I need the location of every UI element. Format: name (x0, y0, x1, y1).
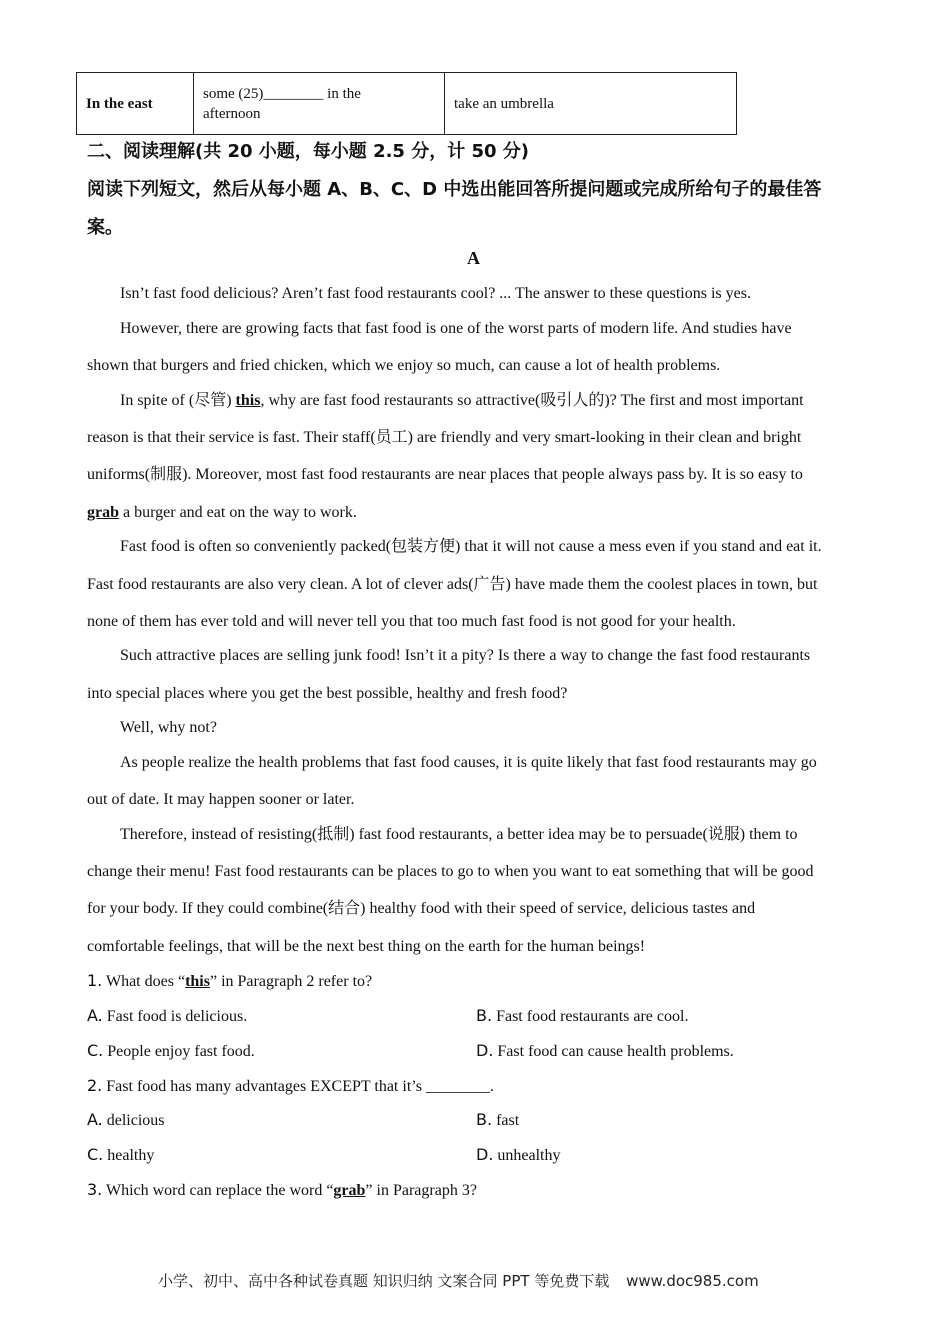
passage-line: As people realize the health problems that fast food causes, it is quite likely that fast food restaurants may go (120, 754, 817, 771)
passage-line: for your body. If they could combine(结合) healthy food with their speed of service, delicious tastes and (87, 900, 756, 917)
table-cell-advice: take an umbrella (445, 73, 737, 135)
option-b[interactable] (476, 1006, 950, 1027)
option-text: Fast food can cause health problems. (493, 1043, 734, 1060)
page-footer (158, 1270, 759, 1291)
passage-line (120, 391, 896, 411)
passage-text: , why are fast food restaurants so attractive(吸引人的)? The first and most important (260, 392, 804, 409)
passage-line: uniforms(制服). Moreover, most fast food restaurants are near places that people always pass by. It is so easy to (87, 466, 803, 483)
keyword-grab: grab (333, 1182, 366, 1199)
passage-line: Therefore, instead of resisting(抵制) fast food restaurants, a better idea may be to persuade(说服) them to (120, 826, 798, 843)
option-letter: A. (87, 1110, 103, 1129)
option-text: fast (492, 1112, 520, 1129)
question-number: 3. (87, 1180, 103, 1199)
keyword-this: this (185, 973, 210, 990)
passage-line: Fast food restaurants are also very clean. A lot of clever ads(广告) have made them the coolest places in town, but (87, 576, 818, 593)
question-text: ” in Paragraph 2 refer to? (209, 973, 373, 990)
question-stem (87, 1076, 863, 1097)
question-stem (87, 1180, 863, 1201)
option-text: delicious (102, 1112, 165, 1129)
passage-line (87, 503, 863, 523)
footer-text: 小学、初中、高中各种试卷真题 知识归纳 文案合同 PPT 等免费下载 (158, 1272, 610, 1290)
keyword-this: this (235, 392, 261, 409)
question-text: Which word can replace the word “ (102, 1182, 334, 1199)
option-text: Fast food is delicious. (102, 1008, 248, 1025)
question-number: 1. (87, 971, 103, 990)
option-text: Fast food restaurants are cool. (492, 1008, 689, 1025)
passage-line: out of date. It may happen sooner or later. (87, 791, 355, 808)
option-text: healthy (103, 1147, 155, 1164)
table-row (77, 73, 737, 135)
passage-line: reason is that their service is fast. Their staff(员工) are friendly and very smart-looking in their clean and bright (87, 429, 802, 446)
question-text: ” in Paragraph 3? (365, 1182, 477, 1199)
passage-line: none of them has ever told and will never tell you that too much fast food is not good for your health. (87, 613, 736, 630)
option-letter: C. (87, 1145, 104, 1164)
question-number: 2. (87, 1076, 103, 1095)
option-letter: B. (476, 1110, 493, 1129)
passage-line: Isn’t fast food delicious? Aren’t fast food restaurants cool? ... The answer to these questions is yes. (120, 285, 751, 302)
option-text: People enjoy fast food. (103, 1043, 255, 1060)
option-d[interactable] (476, 1041, 950, 1062)
passage-label: A (467, 248, 480, 268)
table-cell-region: In the east (77, 73, 194, 135)
passage-line: Fast food is often so conveniently packed(包装方便) that it will not cause a mess even if you stand and eat it. (120, 538, 822, 555)
passage-text: a burger and eat on the way to work. (119, 504, 357, 521)
passage-line: into special places where you get the best possible, healthy and fresh food? (87, 685, 568, 702)
passage-line: Well, why not? (120, 719, 217, 736)
option-letter: D. (476, 1145, 494, 1164)
table-cell-weather (194, 73, 445, 135)
passage-line: However, there are growing facts that fast food is one of the worst parts of modern life. And studies have (120, 320, 792, 337)
passage-text: In spite of (尽管) (120, 392, 236, 409)
section-heading: 二、阅读理解(共 20 小题，每小题 2.5 分，计 50 分) (87, 141, 530, 162)
passage-line: change their menu! Fast food restaurants can be places to go to when you want to eat something that will be good (87, 863, 814, 880)
question-text: What does “ (102, 973, 186, 990)
option-text: unhealthy (493, 1147, 561, 1164)
option-d[interactable] (476, 1145, 950, 1166)
section-instruction-line2: 案。 (87, 217, 123, 238)
section-instruction-line1: 阅读下列短文，然后从每小题 A、B、C、D 中选出能回答所提问题或完成所给句子的最佳答 (87, 179, 822, 200)
question-stem (87, 971, 863, 992)
passage-line: comfortable feelings, that will be the next best thing on the earth for the human beings! (87, 938, 646, 955)
passage-line: shown that burgers and fried chicken, which we enjoy so much, can cause a lot of health problems. (87, 357, 721, 374)
weather-text-line2: afternoon (203, 105, 261, 122)
weather-text-line1: some (25)________ in the (203, 85, 361, 102)
footer-link[interactable]: www.doc985.com (626, 1272, 759, 1290)
keyword-grab: grab (87, 504, 119, 521)
option-letter: A. (87, 1006, 103, 1025)
option-letter: C. (87, 1041, 104, 1060)
question-text: Fast food has many advantages EXCEPT that it’s ________. (102, 1078, 494, 1095)
weather-table (76, 72, 737, 135)
option-b[interactable] (476, 1110, 950, 1131)
option-letter: B. (476, 1006, 493, 1025)
passage-line: Such attractive places are selling junk food! Isn’t it a pity? Is there a way to change the fast food restaurants (120, 647, 811, 664)
option-letter: D. (476, 1041, 494, 1060)
